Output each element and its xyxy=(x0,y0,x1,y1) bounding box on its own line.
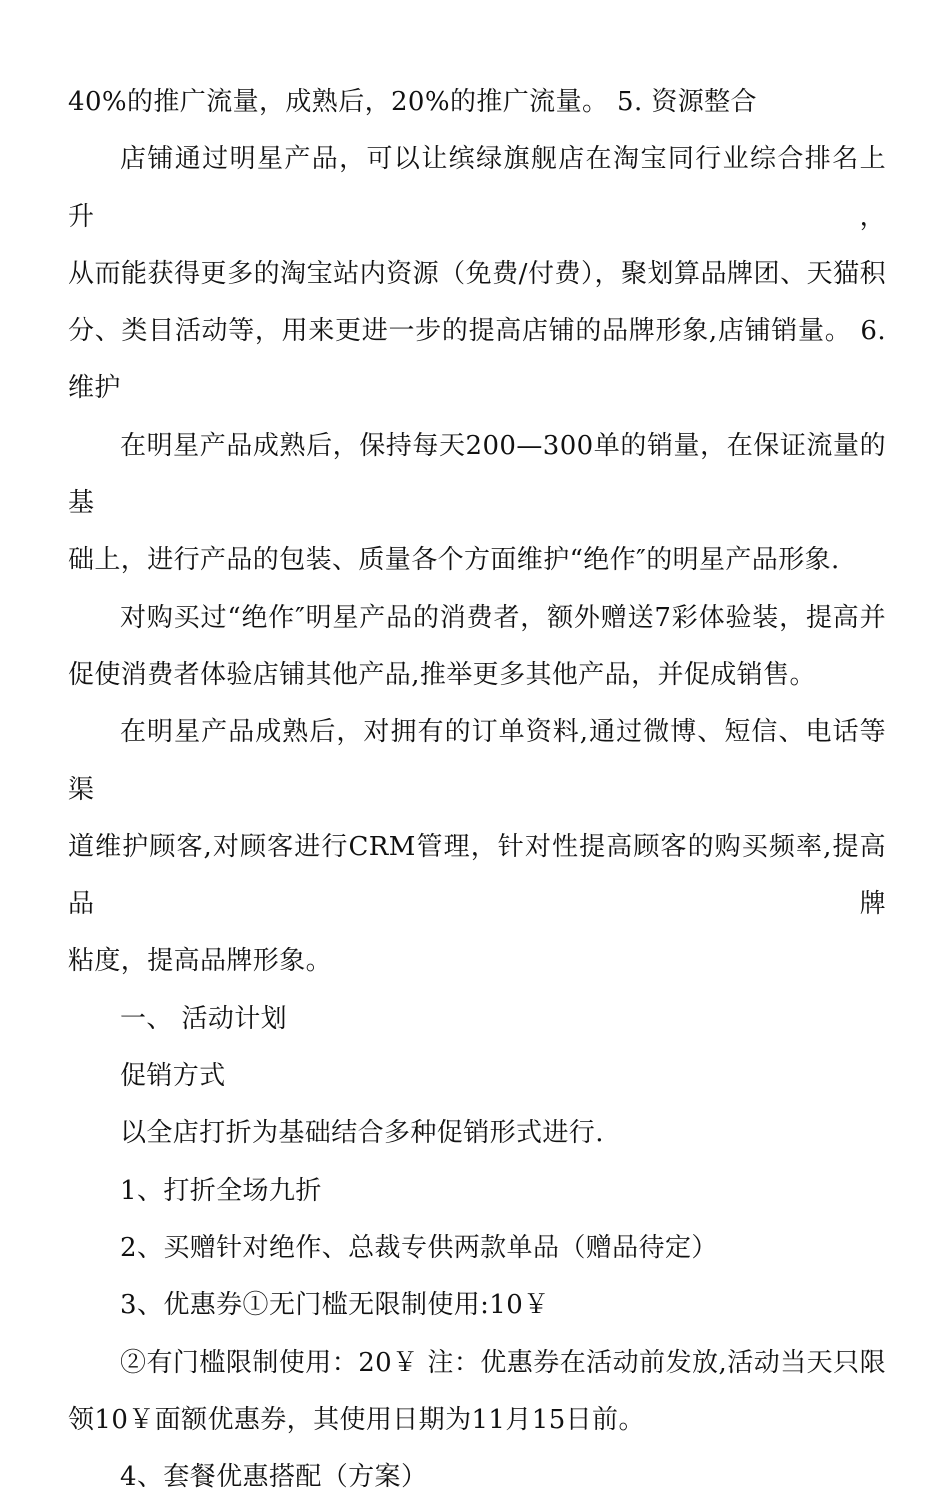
text-line: 4、套餐优惠搭配（方案） xyxy=(120,1462,428,1493)
paragraph-promotion-basis xyxy=(68,1105,886,1162)
text-line: 3、优惠券①无门槛无限制使用:10￥ xyxy=(120,1290,550,1321)
text-line: 础上，进行产品的包装、质量各个方面维护“绝作″的明星产品形象. xyxy=(68,545,840,576)
list-item-discount xyxy=(68,1163,886,1220)
document-page xyxy=(68,74,886,1506)
paragraph-promotion-traffic xyxy=(68,74,886,131)
text-line: 维护 xyxy=(68,373,121,404)
paragraph-crm xyxy=(68,704,886,990)
text-line: 在明星产品成熟后，对拥有的订单资料,通过微博、短信、电话等渠 xyxy=(68,717,886,805)
text-line: 一、 活动计划 xyxy=(120,1003,288,1034)
paragraph-resource-integration xyxy=(68,131,886,417)
text-line: 分、类目活动等，用来更进一步的提高店铺的品牌形象,店铺销量。 6. xyxy=(68,316,886,347)
text-line: 从而能获得更多的淘宝站内资源（免费/付费），聚划算品牌团、天猫积 xyxy=(68,258,886,289)
text-line: 以全店打折为基础结合多种促销形式进行. xyxy=(120,1118,604,1149)
text-line: 在明星产品成熟后，保持每天200—300单的销量，在保证流量的基 xyxy=(68,430,886,519)
subheading-promotion-method xyxy=(68,1048,886,1105)
paragraph-coupon-rules xyxy=(68,1335,886,1450)
text-line: 促使消费者体验店铺其他产品,推举更多其他产品，并促成销售。 xyxy=(68,659,816,690)
list-item-gift xyxy=(68,1220,886,1277)
text-line: 促销方式 xyxy=(120,1061,226,1092)
text-line: ②有门槛限制使用：20￥ 注：优惠券在活动前发放,活动当天只限 xyxy=(120,1347,886,1378)
text-line: 店铺通过明星产品，可以让缤绿旗舰店在淘宝同行业综合排名上升， xyxy=(68,144,886,232)
list-item-coupon xyxy=(68,1277,886,1334)
text-line: 40%的推广流量，成熟后，20%的推广流量。 5. 资源整合 xyxy=(68,87,757,117)
list-item-package xyxy=(68,1449,886,1506)
paragraph-gift-trial xyxy=(68,590,886,705)
text-line: 2、买赠针对绝作、总裁专供两款单品（赠品待定） xyxy=(120,1232,718,1263)
text-line: 对购买过“绝作″明星产品的消费者，额外赠送7彩体验装，提高并 xyxy=(120,602,886,633)
text-line: 粘度，提高品牌形象。 xyxy=(68,946,333,977)
section-heading-activity-plan xyxy=(68,991,886,1048)
text-line: 1、打折全场九折 xyxy=(120,1175,322,1206)
text-line: 道维护顾客,对顾客进行CRM管理，针对性提高顾客的购买频率,提高品牌 xyxy=(68,831,886,920)
text-line: 领10￥面额优惠券，其使用日期为11月15日前。 xyxy=(68,1404,645,1435)
paragraph-maintenance-sales xyxy=(68,418,886,590)
